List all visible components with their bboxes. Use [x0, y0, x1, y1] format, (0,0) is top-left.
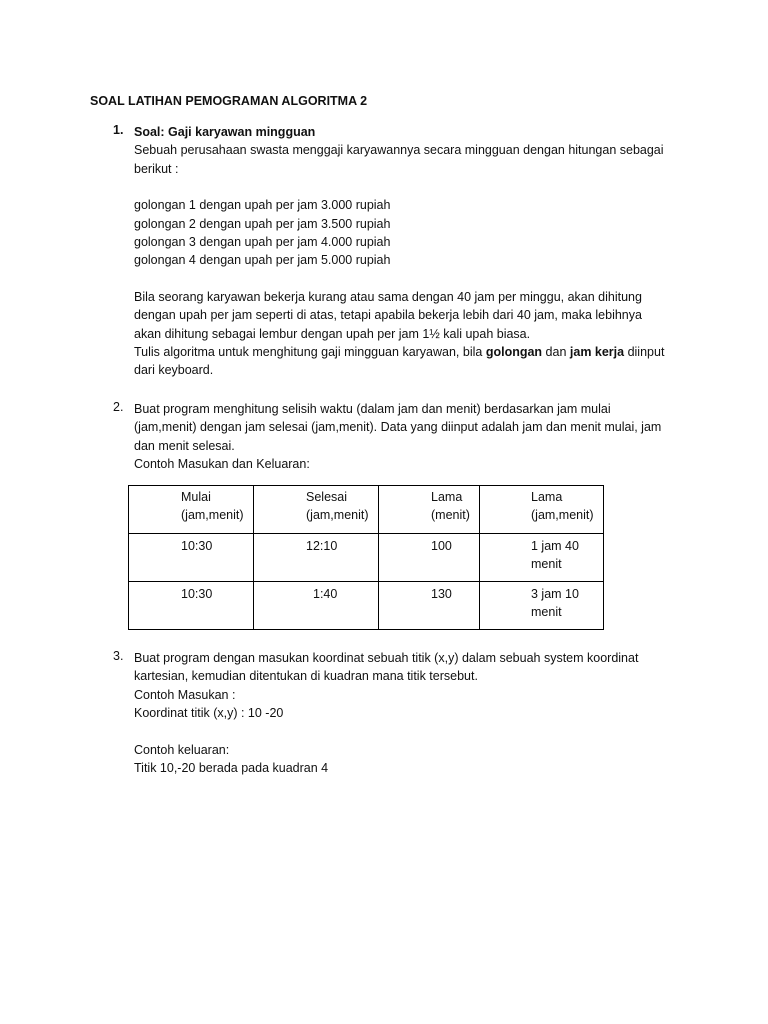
- question-2-line-4: Contoh Masukan dan Keluaran:: [134, 457, 310, 472]
- question-3-number: 3.: [113, 649, 124, 663]
- table-cell: [129, 582, 254, 630]
- row-1-mulai: 10:30: [181, 539, 213, 553]
- table-cell: [480, 534, 604, 582]
- question-1-intro-line-2: berikut :: [134, 161, 179, 176]
- question-1-task-line-2: dari keyboard.: [134, 363, 214, 378]
- header-selesai: Selesai: [306, 490, 347, 504]
- header-lama-menit-unit: (menit): [431, 508, 470, 523]
- question-1-intro-line-1: Sebuah perusahaan swasta menggaji karyawannya secara mingguan dengan hitungan sebagai: [134, 143, 664, 158]
- task-bold-jam-kerja: jam kerja: [569, 345, 625, 360]
- question-3-line-4: Koordinat titik (x,y) : 10 -20: [134, 706, 284, 721]
- row-1-lama-jam: 1 jam 40: [531, 539, 579, 553]
- header-lama-menit: Lama: [431, 490, 463, 504]
- question-1-number: 1.: [113, 123, 124, 137]
- golongan-line-3: golongan 3 dengan upah per jam 4.000 rupiah: [134, 235, 391, 250]
- row-2-lama-menit: 130: [431, 587, 452, 601]
- paragraph-gap: [134, 723, 690, 741]
- table-row: [129, 534, 604, 582]
- table-cell: [254, 534, 379, 582]
- question-2-line-2: (jam,menit) dengan jam selesai (jam,menit). Data yang diinput adalah jam dan menit mulai, jam: [134, 420, 662, 435]
- question-3-line-1: Buat program dengan masukan koordinat sebuah titik (x,y) dalam sebuah system koordinat: [134, 651, 639, 665]
- question-1-rule-line-3: akan dihitung sebagai lembur dengan upah per jam 1½ kali upah biasa.: [134, 326, 531, 341]
- header-lama-jam-menit: Lama: [531, 490, 563, 504]
- golongan-line-1: golongan 1 dengan upah per jam 3.000 rupiah: [134, 198, 391, 213]
- paragraph-gap: [134, 178, 690, 196]
- table-cell: [379, 534, 480, 582]
- row-1-lama-jam-cont: menit: [531, 557, 562, 572]
- task-bold-golongan: golongan: [485, 345, 543, 360]
- table-header-cell: [254, 486, 379, 534]
- question-2-line-1: Buat program menghitung selisih waktu (dalam jam dan menit) berdasarkan jam mulai: [134, 402, 611, 416]
- question-3-line-3: Contoh Masukan :: [134, 687, 236, 702]
- table-header-cell: [480, 486, 604, 534]
- task-text-pre: Tulis algoritma untuk menghitung gaji mingguan karyawan, bila: [134, 345, 486, 360]
- question-2-number: 2.: [113, 400, 124, 414]
- row-2-selesai: 1:40: [313, 587, 338, 601]
- golongan-line-4: golongan 4 dengan upah per jam 5.000 rupiah: [134, 253, 391, 268]
- row-2-mulai: 10:30: [181, 587, 213, 601]
- question-1-task-line-1: [134, 343, 690, 361]
- question-1-rule-line-2: dengan upah per jam seperti di atas, tetapi apabila bekerja lebih dari 40 jam, maka lebihnya: [134, 308, 642, 323]
- row-1-selesai: 12:10: [306, 539, 338, 553]
- question-3-line-2: kartesian, kemudian ditentukan di kuadran mana titik tersebut.: [134, 669, 478, 684]
- table-header-cell: [379, 486, 480, 534]
- header-selesai-unit: (jam,menit): [306, 508, 369, 523]
- header-mulai: Mulai: [181, 490, 211, 504]
- document-title: SOAL LATIHAN PEMOGRAMAN ALGORITMA 2: [90, 94, 368, 108]
- task-text-post: diinput: [624, 345, 665, 360]
- table-row: [129, 582, 604, 630]
- table-header-cell: [129, 486, 254, 534]
- row-2-lama-jam: 3 jam 10: [531, 587, 579, 601]
- table-cell: [480, 582, 604, 630]
- row-1-lama-menit: 100: [431, 539, 452, 553]
- time-example-table: [128, 485, 604, 630]
- task-text-mid: dan: [542, 345, 570, 360]
- paragraph-gap: [134, 270, 690, 288]
- question-3-line-6: Titik 10,-20 berada pada kuadran 4: [134, 761, 329, 776]
- header-lama-jam-menit-unit: (jam,menit): [531, 508, 594, 523]
- row-2-lama-jam-cont: menit: [531, 605, 562, 620]
- table-cell: [254, 582, 379, 630]
- question-2-line-3: dan menit selesai.: [134, 438, 235, 453]
- question-3-line-5: Contoh keluaran:: [134, 742, 230, 757]
- question-1: [90, 123, 690, 380]
- golongan-line-2: golongan 2 dengan upah per jam 3.500 rupiah: [134, 216, 391, 231]
- table-header-row: [129, 486, 604, 534]
- question-1-heading: Soal: Gaji karyawan mingguan: [134, 125, 316, 139]
- question-3: [90, 649, 690, 777]
- header-mulai-unit: (jam,menit): [181, 508, 244, 523]
- table-cell: [129, 534, 254, 582]
- question-1-rule-line-1: Bila seorang karyawan bekerja kurang atau sama dengan 40 jam per minggu, akan dihitung: [134, 289, 642, 304]
- table-cell: [379, 582, 480, 630]
- question-2: [90, 400, 690, 474]
